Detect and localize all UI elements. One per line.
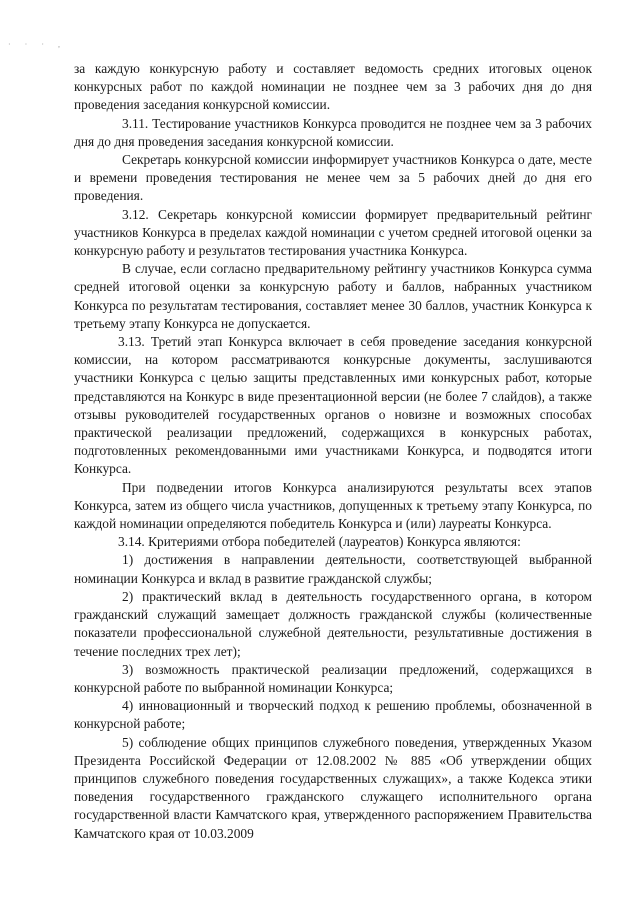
paragraph-testing-notice: Секретарь конкурсной комиссии информирует участников Конкурса о дате, месте и времени проведения тестирования не менее чем за 5 рабочих дней до дня его проведения. (74, 152, 592, 204)
criteria-item-5: 5) соблюдение общих принципов служебного поведения, утвержденных Указом Президента Российской Федерации от 12.08.2002 № 885 «Об утверждении общих принципов служебного поведения государственных служащих», а также Кодекса этики поведения государственного гражданского служащего исполнительного органа государственной власти Камчатского края, утвержденного распоряжением Правительства Камчатского края от 10.03.2009 (74, 734, 592, 841)
paragraph-3-12: 3.12. Секретарь конкурсной комиссии формирует предварительный рейтинг участников Конкурса в пределах каждой номинации с учетом средней итоговой оценки за конкурсную работу и результатов тестирования участника Конкурса. (74, 206, 592, 259)
criteria-item-2: 2) практический вклад в деятельность государственного органа, в котором гражданский служащий замещает должность гражданской службы (количественные показатели профессиональной служебной деятельности, результативные достижения в течение последних трех лет); (74, 588, 592, 659)
document-page (74, 60, 592, 843)
paragraph-rating-threshold: В случае, если согласно предварительному рейтингу участников Конкурса сумма средней итоговой оценки за конкурсную работу и баллов, набранных участником Конкурса по результатам тестирования, составляет менее 30 баллов, участник Конкурса к третьему этапу Конкурса не допускается. (74, 261, 592, 331)
paragraph-results-summary: При подведении итогов Конкурса анализируются результаты всех этапов Конкурса, затем из общего числа участников, допущенных к третьему этапу Конкурса, по каждой номинации определяются победитель Конкурса и (или) лауреаты Конкурса. (74, 479, 592, 532)
paragraph-3-14: 3.14. Критериями отбора победителей (лауреатов) Конкурса являются: (118, 534, 521, 550)
paragraph-continuation: за каждую конкурсную работу и составляет ведомость средних итоговых оценок конкурсных работ по каждой номинации не позднее чем за 3 рабочих дня до дня проведения заседания конкурсной комиссии. (74, 61, 592, 113)
paragraph-3-13: 3.13. Третий этап Конкурса включает в себя проведение заседания конкурсной комиссии, на котором рассматриваются конкурсные документы, заслушиваются участники Конкурса с целью защиты представленных ими конкурсных работ, которые представляются на Конкурс в виде презентационной версии (не более 7 слайдов), а также отзывы руководителей государственных органов о новизне и возможных способах практической реализации предложений, содержащихся в конкурсных работах, подготовленных рекомендованными ими участниками Конкурса, и подводятся итоги Конкурса. (74, 334, 592, 477)
criteria-item-4: 4) инновационный и творческий подход к решению проблемы, обозначенной в конкурсной работе; (74, 698, 592, 732)
paragraph-3-11: 3.11. Тестирование участников Конкурса проводится не позднее чем за 3 рабочих дня до дня проведения заседания конкурсной комиссии. (74, 115, 592, 149)
criteria-item-3: 3) возможность практической реализации предложений, содержащихся в конкурсной работе по выбранной номинации Конкурса; (74, 661, 592, 695)
scan-artifact: · · · , (8, 40, 66, 49)
criteria-item-1: 1) достижения в направлении деятельности, соответствующей выбранной номинации Конкурса и вклад в развитие гражданской службы; (74, 552, 592, 586)
